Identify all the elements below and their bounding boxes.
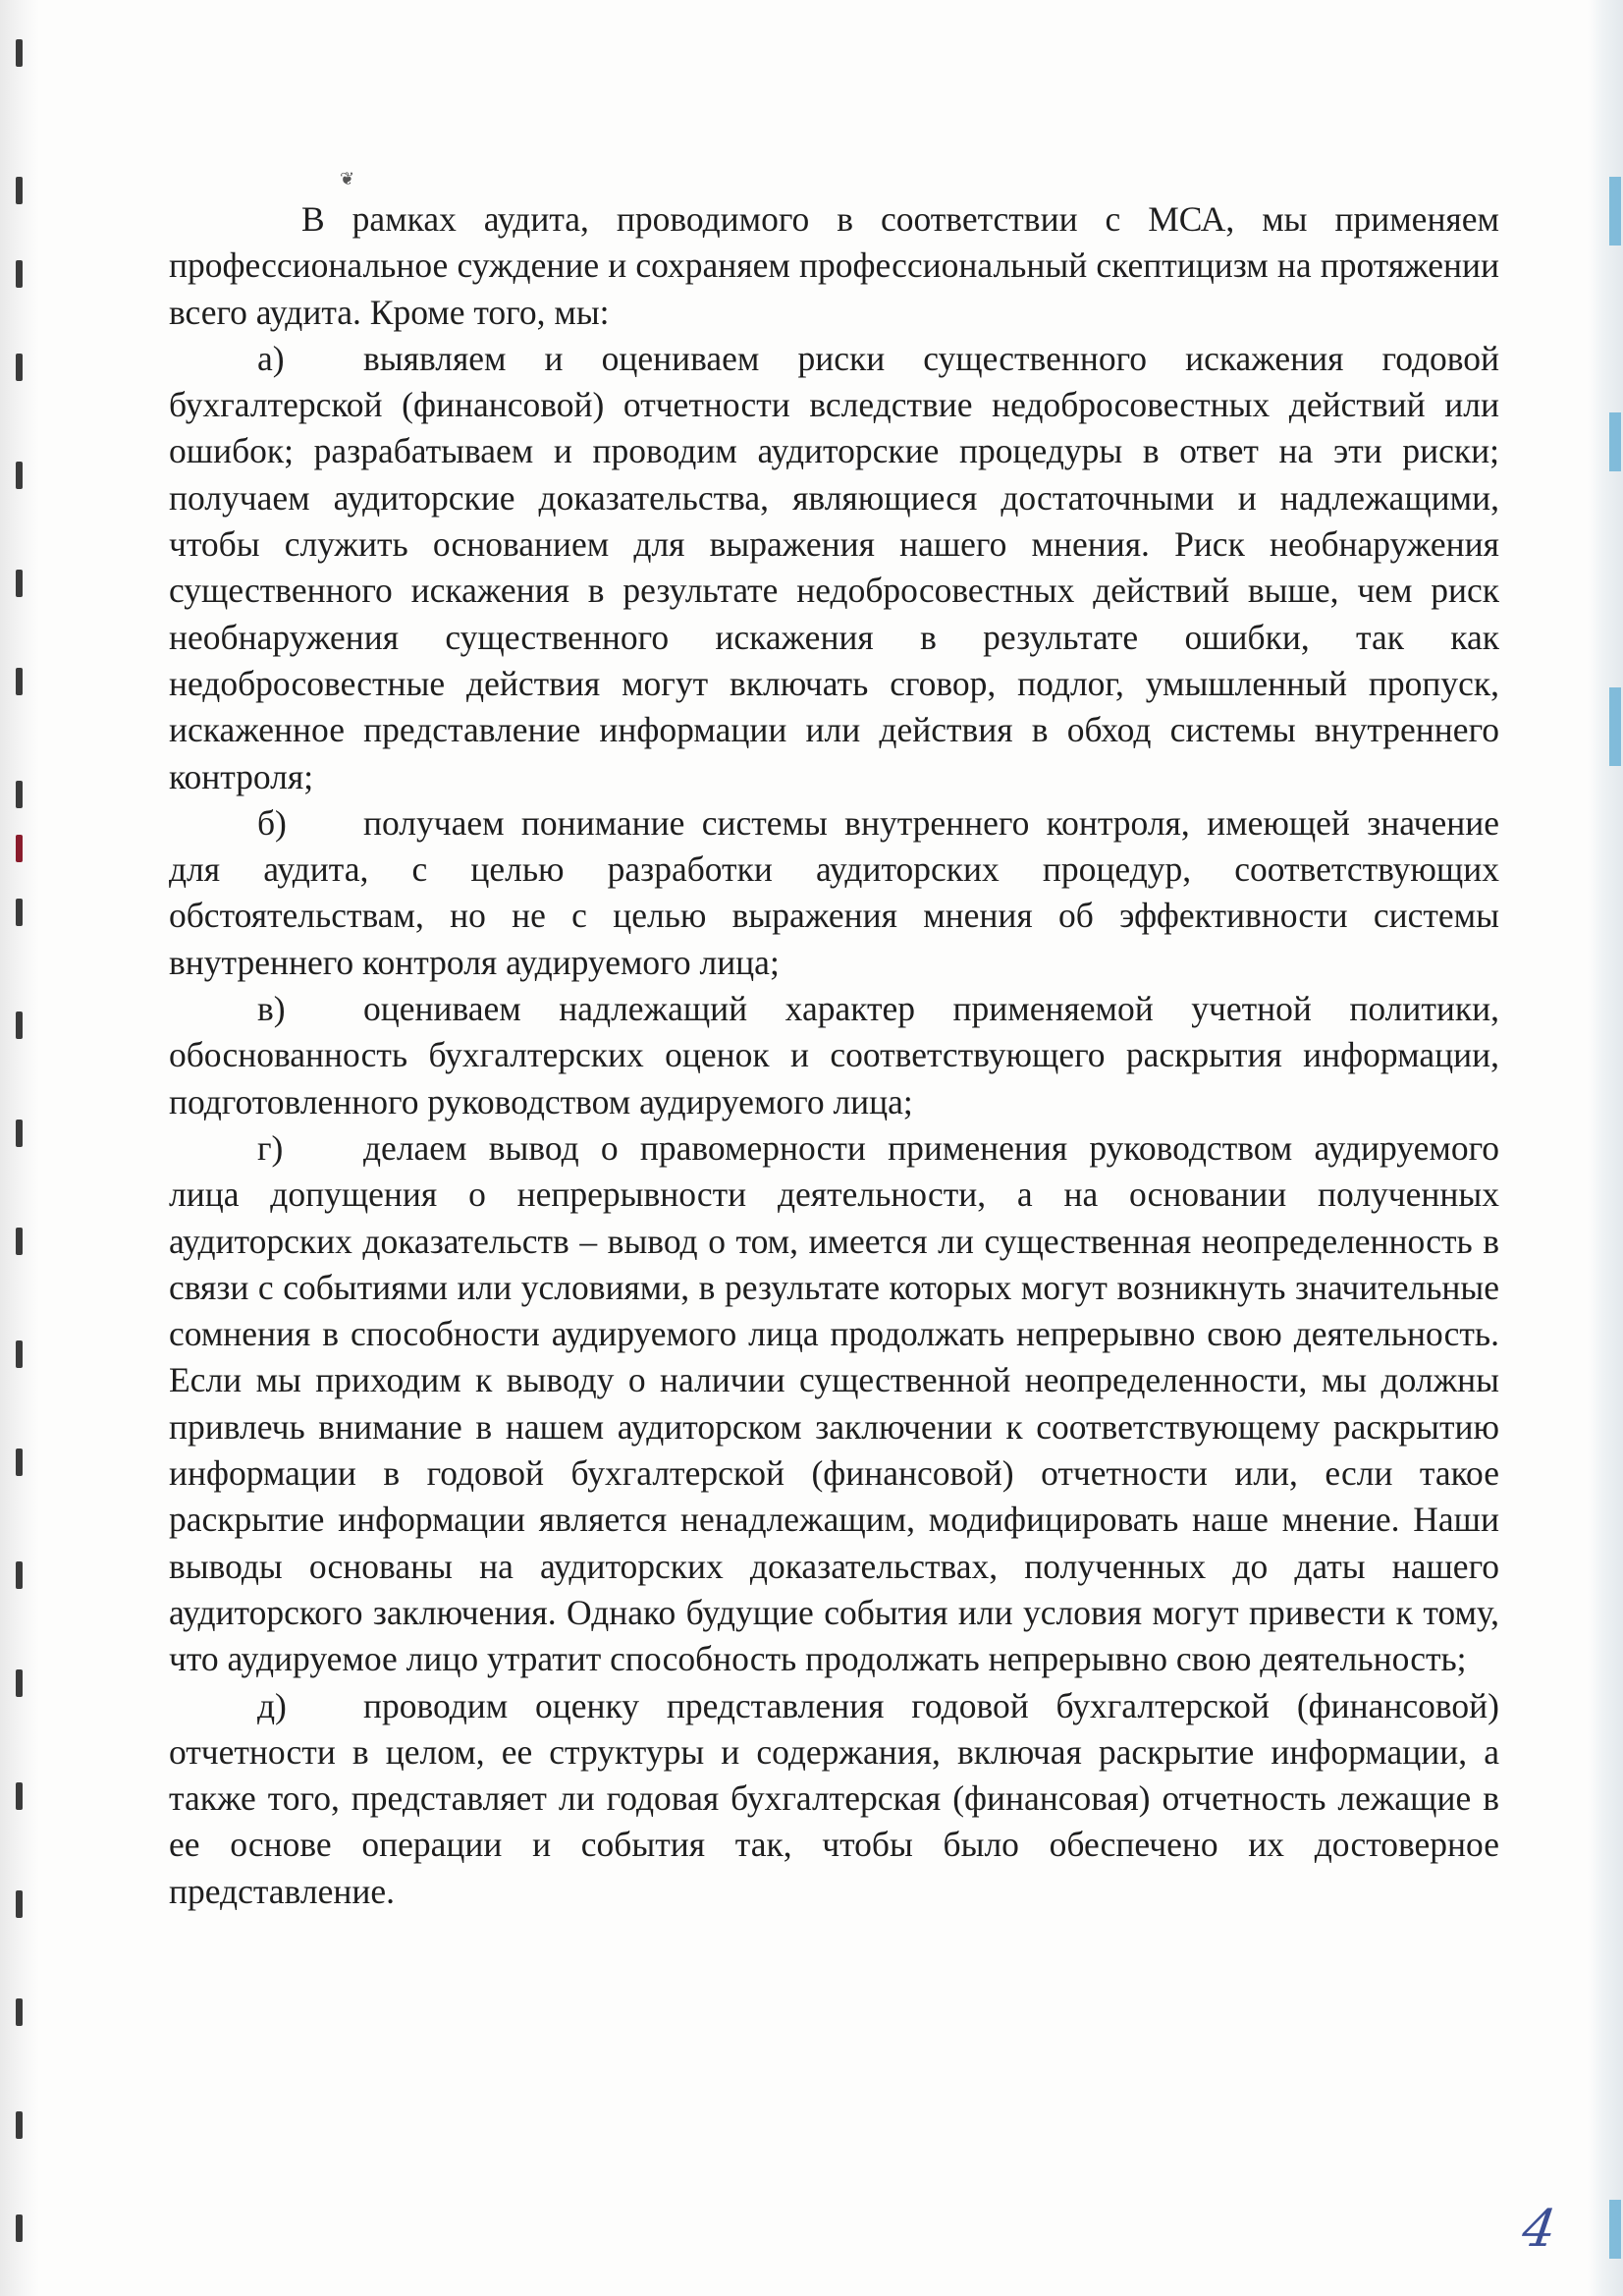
punch-hole	[16, 899, 23, 926]
list-item	[169, 336, 1499, 800]
list-item-text: проводим оценку представления годовой бухгалтерской (финансовой) отчетности в целом, ее структуры и содержания, включая раскрытие информации, а также того, представляет ли годовая бухгалтерская (финансовая) отчетность лежащие в ее основе операции и события так, чтобы было обеспечено их достоверное представление.	[169, 1685, 1499, 1911]
intro-paragraph: В рамках аудита, проводимого в соответствии с МСА, мы применяем профессиональное суждение и сохраняем профессиональный скептицизм на протяжении всего аудита. Кроме того, мы:	[169, 199, 1499, 332]
list-item	[169, 1683, 1499, 1915]
punch-hole	[16, 2111, 23, 2139]
punch-hole	[16, 1669, 23, 1697]
list-item-text: делаем вывод о правомерности применения руководством аудируемого лица допущения о непрерывности деятельности, а на основании полученных аудиторских доказательств – вывод о том, имеется ли существенная неопределенность в связи с событиями или условиями, в результате которых могут возникнуть значительные сомнения в способности аудируемого лица продолжать непрерывно свою деятельность. Если мы приходим к выводу о наличии существенной неопределенности, мы должны привлечь внимание в нашем аудиторском заключении к соответствующему раскрытию информации в годовой бухгалтерской (финансовой) отчетности или, если такое раскрытие информации является ненадлежащим, модифицировать наше мнение. Наши выводы основаны на аудиторских доказательствах, полученных до даты нашего аудиторского заключения. Однако будущие события или условия могут привести к тому, что аудируемое лицо утратит способность продолжать непрерывно свою деятельность;	[169, 1127, 1499, 1679]
color-tab	[1609, 177, 1621, 246]
punch-hole	[16, 1998, 23, 2026]
list-item-marker: б)	[257, 802, 287, 843]
list-item-text: получаем понимание системы внутреннего контроля, имеющей значение для аудита, с целью разработки аудиторских процедур, соответствующих обстоятельствам, но не с целью выражения мнения об эффективности системы внутреннего контроля аудируемого лица;	[169, 802, 1499, 982]
punch-hole	[16, 1449, 23, 1476]
page-number: 4	[1518, 2200, 1560, 2259]
punch-hole	[16, 260, 23, 288]
punch-hole	[16, 1011, 23, 1039]
punch-hole	[16, 1890, 23, 1918]
list-item-marker: г)	[257, 1127, 284, 1168]
body-text	[169, 196, 1499, 1915]
binding-edge	[0, 0, 39, 2296]
list-item-text: оцениваем надлежащий характер применяемой учетной политики, обоснованность бухгалтерских оценок и соответствующего раскрытия информации, подготовленного руководством аудируемого лица;	[169, 989, 1499, 1121]
list-item	[169, 800, 1499, 986]
list-item	[169, 1125, 1499, 1683]
list-item-marker: а)	[257, 338, 285, 378]
punch-hole	[16, 177, 23, 204]
punch-hole	[16, 1120, 23, 1147]
list-item-text: выявляем и оцениваем риски существенного искажения годовой бухгалтерской (финансовой) отчетности вследствие недобросовестных действий или ошибок; разрабатываем и проводим аудиторские процедуры в ответ на эти риски; получаем аудиторские доказательства, являющиеся достаточными и надлежащими, чтобы служить основанием для выражения нашего мнения. Риск необнаружения существенного искажения в результате недобросовестных действий выше, чем риск необнаружения существенного искажения в результате ошибки, так как недобросовестные действия могут включать сговор, подлог, умышленный пропуск, искаженное представление информации или действия в обход системы внутреннего контроля;	[169, 338, 1499, 796]
list-item-marker: д)	[257, 1685, 287, 1725]
list-item	[169, 986, 1499, 1125]
punch-hole	[16, 39, 23, 67]
punch-hole	[16, 570, 23, 597]
punch-hole	[16, 835, 23, 862]
punch-hole	[16, 462, 23, 489]
punch-hole	[16, 781, 23, 808]
list-item-marker: в)	[257, 989, 286, 1029]
punch-hole	[16, 354, 23, 381]
right-page-edge	[1588, 0, 1623, 2296]
color-tab	[1609, 412, 1621, 471]
color-tab	[1609, 2200, 1621, 2259]
punch-hole	[16, 1561, 23, 1589]
scan-mark-icon: ❦	[340, 169, 355, 190]
punch-hole	[16, 2214, 23, 2242]
punch-hole	[16, 668, 23, 695]
punch-hole	[16, 1340, 23, 1368]
punch-hole	[16, 1782, 23, 1810]
color-tab	[1609, 687, 1621, 766]
punch-hole	[16, 1228, 23, 1255]
